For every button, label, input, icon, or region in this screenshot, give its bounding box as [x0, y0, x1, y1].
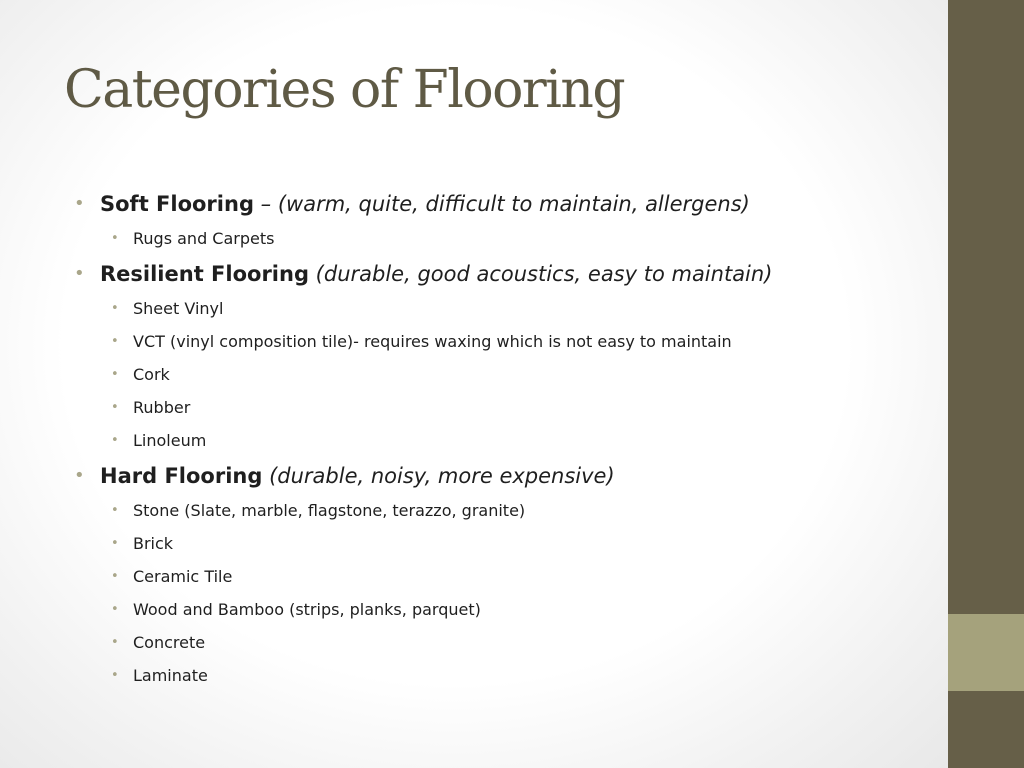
list-item: [74, 594, 934, 627]
bullet-icon: •: [111, 569, 119, 584]
list-item: [74, 223, 934, 256]
bullet-icon: •: [111, 503, 119, 518]
category-name: Soft Flooring: [100, 192, 254, 216]
list-item: [74, 326, 934, 359]
category-name: Resilient Flooring: [100, 262, 309, 286]
item-label: Concrete: [133, 633, 206, 652]
category-name: Hard Flooring: [100, 464, 263, 488]
bullet-icon: •: [111, 635, 119, 650]
list-item: [74, 627, 934, 660]
item-label: Stone (Slate, marble, flagstone, terazzo, granite): [133, 501, 526, 520]
item-label: Rugs and Carpets: [133, 229, 275, 248]
item-label: Rubber: [133, 398, 191, 417]
category-description: (durable, noisy, more expensive): [262, 464, 615, 488]
list-item: [74, 495, 934, 528]
bullet-icon: •: [74, 263, 85, 284]
bullet-icon: •: [111, 231, 119, 246]
list-item: [74, 392, 934, 425]
list-item: [74, 293, 934, 326]
side-accent-block: [948, 614, 1024, 691]
bullet-icon: •: [111, 602, 119, 617]
item-label: Laminate: [133, 666, 208, 685]
bullet-icon: •: [74, 465, 85, 486]
item-label: Linoleum: [133, 431, 207, 450]
list-item: [74, 561, 934, 594]
category-description: (durable, good acoustics, easy to maintain): [309, 262, 773, 286]
item-label: Sheet Vinyl: [133, 299, 224, 318]
bullet-icon: •: [111, 433, 119, 448]
slide-title: Categories of Flooring: [64, 60, 625, 120]
item-label: VCT (vinyl composition tile)- requires waxing which is not easy to maintain: [133, 332, 732, 351]
item-label: Ceramic Tile: [133, 567, 233, 586]
bullet-icon: •: [111, 367, 119, 382]
category-hard-flooring: [74, 458, 934, 495]
bullet-icon: •: [111, 536, 119, 551]
item-label: Brick: [133, 534, 174, 553]
category-resilient-flooring: [74, 256, 934, 293]
list-item: [74, 528, 934, 561]
item-label: Cork: [133, 365, 170, 384]
category-soft-flooring: [74, 186, 934, 223]
category-description: – (warm, quite, difficult to maintain, allergens): [253, 192, 750, 216]
bullet-icon: •: [111, 400, 119, 415]
bullet-list: [74, 186, 934, 693]
bullet-icon: •: [74, 193, 85, 214]
bullet-icon: •: [111, 668, 119, 683]
bullet-icon: •: [111, 301, 119, 316]
list-item: [74, 359, 934, 392]
item-label: Wood and Bamboo (strips, planks, parquet): [133, 600, 481, 619]
list-item: [74, 425, 934, 458]
list-item: [74, 660, 934, 693]
bullet-icon: •: [111, 334, 119, 349]
